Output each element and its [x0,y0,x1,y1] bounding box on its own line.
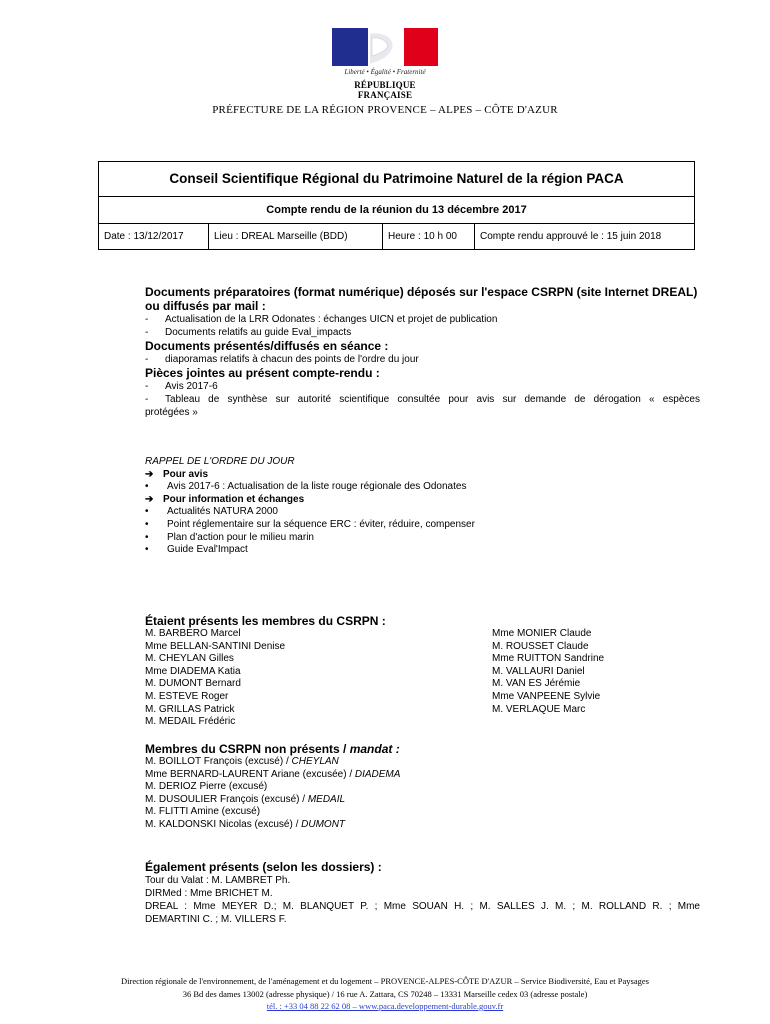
list-item: • Point réglementaire sur la séquence ERC : éviter, réduire, compenser [145,518,475,530]
members-present-heading: Étaient présents les membres du CSRPN : [145,614,386,628]
flag-blue-band [332,28,368,66]
list-item: - Avis 2017-6 [145,381,218,392]
presented-documents-heading: Documents présentés/diffusés en séance : [145,339,389,353]
members-absent-section [145,742,700,832]
list-item: Mme VANPEENE Sylvie [492,690,601,702]
list-item: Tour du Valat : M. LAMBRET Ph. [145,875,291,886]
list-item: M. ESTEVE Roger [145,690,229,702]
page-footer [0,975,770,1013]
also-present-section [145,860,700,926]
list-item: Mme DIADEMA Katia [145,665,241,677]
agenda-title: RAPPEL DE L'ORDRE DU JOUR [145,456,295,467]
list-item: M. ROUSSET Claude [492,640,589,652]
list-item: - diaporamas relatifs à chacun des points de l'ordre du jour [145,354,419,365]
list-item: Mme BELLAN-SANTINI Denise [145,640,286,652]
list-item: • Actualités NATURA 2000 [145,506,278,518]
attachments-heading: Pièces jointes au présent compte-rendu : [145,366,380,380]
list-item-continuation: DEMARTINI C. ; M. VILLERS F. [145,914,287,925]
list-item: Mme MONIER Claude [492,628,592,639]
meeting-header-table [98,161,695,250]
list-item: M. FLITTI Amine (excusé) [145,806,261,818]
list-item: DIRMed : Mme BRICHET M. [145,888,273,899]
arrow-right-icon: ➔ [145,468,154,480]
list-item: DREAL : Mme MEYER D.; M. BLANQUET P. ; Mme SOUAN H. ; M. SALLES J. M. ; M. ROLLAND R. ; Mme [145,901,700,912]
list-item: M. MEDAIL Frédéric [145,716,236,728]
list-item: M. VAN ES Jérémie [492,678,581,690]
republique-francaise-logo [330,28,440,100]
list-item: M. KALDONSKI Nicolas (excusé) / DUMONT [145,818,346,830]
members-present-column-2 [492,628,700,729]
bullet-icon: • [145,481,149,493]
agenda-section-for-opinion: ➔ Pour avis [145,468,209,480]
list-item: M. VALLAURI Daniel [492,665,585,677]
list-item: M. CHEYLAN Gilles [145,653,234,665]
list-item: M. VERLAQUE Marc [492,703,586,715]
marianne-icon [368,28,404,66]
meeting-location: Lieu : DREAL Marseille (BDD) [209,224,383,249]
logo-republique: RÉPUBLIQUE FRANÇAISE [354,80,416,100]
list-item-continuation: protégées » [145,407,198,418]
list-item: • Plan d'action pour le milieu marin [145,531,314,543]
list-item: M. DERIOZ Pierre (excusé) [145,781,268,793]
list-item: M. GRILLAS Patrick [145,703,235,715]
list-item: Mme BERNARD-LAURENT Ariane (excusée) / DIADEMA [145,768,401,780]
arrow-right-icon: ➔ [145,493,154,505]
members-present-section [145,614,700,729]
also-present-heading: Également présents (selon les dossiers) : [145,860,382,874]
footer-address: 36 Bd des dames 13002 (adresse physique) / 16 rue A. Zattara, CS 70248 – 13331 Marseille cedex 03 (adresse postale) [182,988,588,999]
meeting-title: Conseil Scientifique Régional du Patrimoine Naturel de la région PACA [99,162,694,197]
flag-white-band [368,28,404,66]
meeting-time: Heure : 10 h 00 [383,224,475,249]
members-present-column-1 [145,628,492,729]
bullet-icon: • [145,518,149,530]
list-item: M. DUSOULIER François (excusé) / MEDAIL [145,793,346,805]
list-item: M. BOILLOT François (excusé) / CHEYLAN [145,756,339,767]
list-item: • Guide Eval'Impact [145,544,248,556]
bullet-icon: • [145,544,149,556]
members-absent-heading: Membres du CSRPN non présents / mandat : [145,742,400,756]
footer-organization: Direction régionale de l'environnement, de l'aménagement et du logement – PROVENCE-ALPES-CÔTE D'AZUR – Service Biodiversité, Eau et Paysages [121,976,649,986]
agenda-section-information: ➔ Pour information et échanges [145,493,305,505]
logo-motto: Liberté • Égalité • Fraternité [344,68,426,76]
footer-contact-link[interactable]: tél. : +33 04 88 22 62 08 – www.paca.developpement-durable.gouv.fr [266,1001,504,1011]
agenda-section [145,456,700,557]
list-item: - Tableau de synthèse sur autorité scientifique consultée pour avis sur demande de dérogation « espèces [145,394,700,405]
meeting-info-row [99,224,694,249]
list-item: - Actualisation de la LRR Odonates : échanges UICN et projet de publication [145,314,498,325]
flag-red-band [404,28,438,66]
prefecture-heading: PRÉFECTURE DE LA RÉGION PROVENCE – ALPES – CÔTE D'AZUR [212,104,558,116]
meeting-approval-date: Compte rendu approuvé le : 15 juin 2018 [480,231,662,242]
list-item: • Avis 2017-6 : Actualisation de la liste rouge régionale des Odonates [145,481,467,493]
documents-heading-line1: Documents préparatoires (format numérique) déposés sur l'espace CSRPN (site Internet DREAL) [145,285,698,299]
meeting-date: Date : 13/12/2017 [99,224,209,249]
list-item: M. DUMONT Bernard [145,678,241,690]
documents-section [145,285,700,419]
list-item: M. BARBERO Marcel [145,628,241,639]
list-item: - Documents relatifs au guide Eval_impacts [145,327,352,338]
bullet-icon: • [145,531,149,543]
bullet-icon: • [145,506,149,518]
list-item: Mme RUITTON Sandrine [492,653,605,665]
documents-heading-line2: ou diffusés par mail : [145,299,266,313]
meeting-subtitle: Compte rendu de la réunion du 13 décembre 2017 [99,197,694,224]
